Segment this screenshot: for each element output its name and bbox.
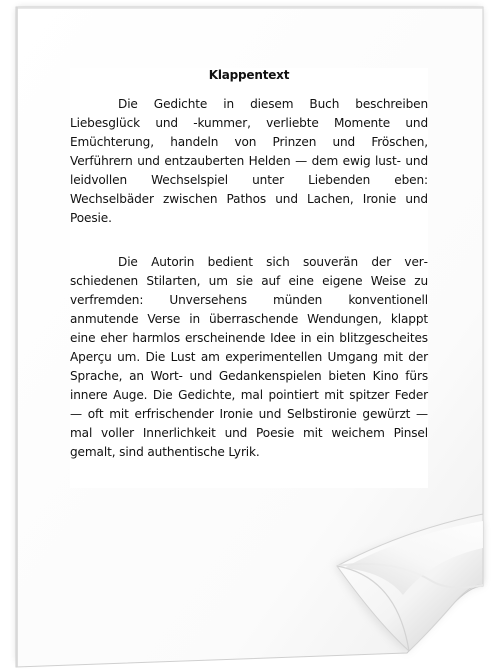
paragraph-1: Die Gedichte in diesem Buch beschreiben Liebesglück und -kummer, verliebte Momente und Emüchterung, handeln von Prinzen und Fröschen, Verführern und entzauberten Helden — dem ewig lust- und leidvollen Wechselspiel unter Liebenden eben: Wechselbäder zwischen Pathos und Lachen, Ironie und Poesie. [70, 97, 428, 225]
text-block [70, 68, 428, 488]
document-title: Klappentext [208, 68, 290, 82]
paragraph-2: Die Autorin bedient sich souverän der verschiedenen Stilarten, um sie auf eine eigene Weise zu verfremden: Unversehens münden konventionell anmutende Verse in überraschende Wendungen, klappt eine eher harmlos erscheinende Idee in ein blitzgescheites Aperçu um. Die Lust am experimentellen Umgang mit der Sprache, an Wort- und Gedankenspielen bieten Kino fürs innere Auge. Die Gedichte, mal pointiert mit spitzer Feder — oft mit erfrischender Ironie und Selbstironie gewürzt — mal voller Innerlichkeit und Poesie mit weichem Pinsel gemalt, sind authentische Lyrik. [70, 255, 428, 459]
